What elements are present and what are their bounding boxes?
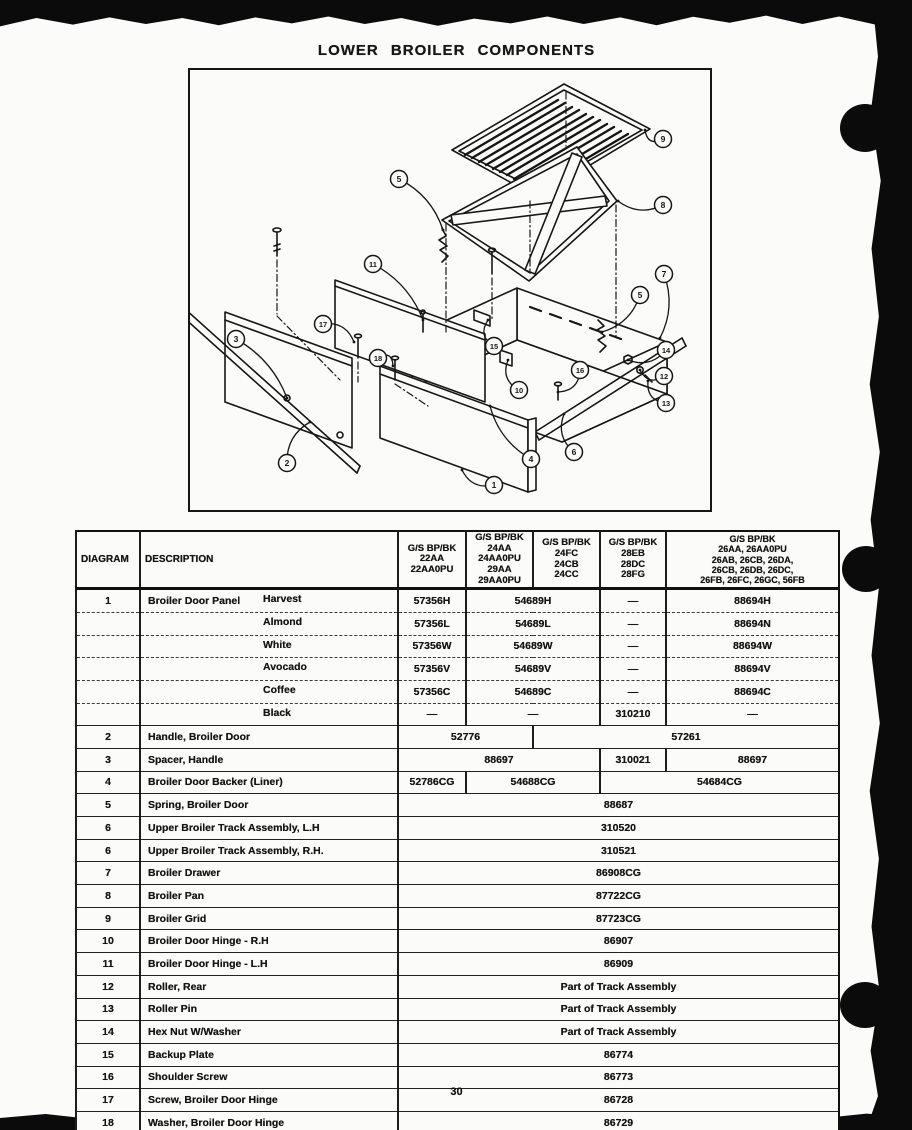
diagram-number-cell: 5 — [76, 794, 140, 817]
part-number-cell: Part of Track Assembly — [398, 1021, 839, 1044]
column-header: G/S BP/BK 22AA 22AA0PU — [398, 531, 466, 589]
svg-text:4: 4 — [528, 453, 534, 464]
table-row — [76, 1021, 839, 1044]
part-number-cell: 54689L — [466, 612, 600, 635]
description-cell: Spring, Broiler Door — [140, 794, 398, 817]
part-number-cell: 57356L — [398, 612, 466, 635]
description-cell: Broiler Door Hinge - R.H — [140, 930, 398, 953]
svg-text:15: 15 — [489, 341, 499, 351]
part-number-cell: 86907 — [398, 930, 839, 953]
part-number-cell: — — [600, 635, 666, 658]
table-row — [76, 907, 839, 930]
part-number-cell: 88694N — [666, 612, 839, 635]
page-title: LOWER BROILER COMPONENTS — [317, 42, 596, 59]
description-cell: Broiler Door Hinge - L.H — [140, 953, 398, 976]
description-cell: Screw, Broiler Door Hinge — [140, 1089, 398, 1112]
table-row — [76, 794, 839, 817]
binding-mark-2 — [842, 546, 890, 592]
column-header: G/S BP/BK 24AA 24AA0PU 29AA 29AA0PU — [466, 531, 533, 589]
column-header: G/S BP/BK 26AA, 26AA0PU 26AB, 26CB, 26DA, 26CB, 26DB, 26DC, 26FB, 26FC, 26GC, 56FB — [666, 531, 839, 589]
color-variant-label: White — [263, 638, 292, 651]
part-number-cell: 310021 — [600, 748, 666, 771]
diagram-number-cell: 1 — [76, 589, 140, 613]
column-header: G/S BP/BK 24FC 24CB 24CC — [533, 531, 600, 589]
diagram-number-cell: 8 — [76, 885, 140, 908]
table-row — [76, 953, 839, 976]
svg-text:9: 9 — [660, 133, 666, 144]
description-cell: Shoulder Screw — [140, 1066, 398, 1089]
table-row — [76, 975, 839, 998]
svg-text:16: 16 — [575, 365, 585, 375]
diagram-number-cell: 11 — [76, 953, 140, 976]
part-number-cell: 54689H — [466, 589, 600, 613]
diagram-number-cell: 9 — [76, 907, 140, 930]
diagram-number-cell: 16 — [76, 1066, 140, 1089]
part-number-cell: Part of Track Assembly — [398, 975, 839, 998]
part-number-cell: 57356C — [398, 680, 466, 703]
part-number-cell: 54689W — [466, 635, 600, 658]
table-row — [76, 839, 839, 862]
part-number-cell: 57356H — [398, 589, 466, 613]
screw-drawing-d — [489, 248, 496, 274]
callout-8 — [617, 197, 672, 214]
description-cell — [140, 612, 398, 635]
svg-text:12: 12 — [659, 371, 669, 381]
table-row — [76, 998, 839, 1021]
description-cell: Roller, Rear — [140, 975, 398, 998]
svg-text:1: 1 — [491, 479, 497, 490]
table-row — [76, 771, 839, 794]
table-row — [76, 748, 839, 771]
part-number-cell: 88697 — [398, 748, 600, 771]
description-cell: Broiler Door Backer (Liner) — [140, 771, 398, 794]
diagram-number-cell: 12 — [76, 975, 140, 998]
svg-text:5: 5 — [396, 173, 402, 184]
diagram-number-cell: 15 — [76, 1043, 140, 1066]
part-number-cell: 54689V — [466, 658, 600, 681]
exploded-diagram-svg — [190, 70, 710, 510]
color-variant-label: Harvest — [263, 593, 302, 606]
description-cell: Backup Plate — [140, 1043, 398, 1066]
part-number-cell: 310210 — [600, 703, 666, 726]
exploded-diagram — [188, 68, 712, 512]
description-cell: Washer, Broiler Door Hinge — [140, 1111, 398, 1130]
diagram-number-cell: 10 — [76, 930, 140, 953]
part-number-cell: 86773 — [398, 1066, 839, 1089]
svg-text:18: 18 — [373, 353, 383, 363]
diagram-number-cell — [76, 658, 140, 681]
diagram-number-cell — [76, 703, 140, 726]
diagram-number-cell: 7 — [76, 862, 140, 885]
description-cell: Upper Broiler Track Assembly, R.H. — [140, 839, 398, 862]
description-cell — [140, 680, 398, 703]
part-number-cell: 87722CG — [398, 885, 839, 908]
svg-text:11: 11 — [369, 259, 377, 269]
parts-table — [75, 530, 840, 1130]
part-number-cell: 54689C — [466, 680, 600, 703]
description-cell: Roller Pin — [140, 998, 398, 1021]
column-header: G/S BP/BK 28EB 28DC 28FG — [600, 531, 666, 589]
table-row — [76, 885, 839, 908]
part-number-cell: 57356W — [398, 635, 466, 658]
description-cell: Handle, Broiler Door — [140, 726, 398, 749]
callout-9 — [644, 129, 672, 148]
description-cell: Broiler Door Panel Harvest — [140, 589, 398, 613]
table-row — [76, 703, 839, 726]
part-number-cell: 52786CG — [398, 771, 466, 794]
diagram-number-cell: 17 — [76, 1089, 140, 1112]
part-number-cell: — — [600, 612, 666, 635]
description-cell — [140, 703, 398, 726]
part-number-cell: — — [600, 589, 666, 613]
table-row — [76, 862, 839, 885]
table-row — [76, 612, 839, 635]
description-cell: Broiler Drawer — [140, 862, 398, 885]
table-row — [76, 635, 839, 658]
svg-text:6: 6 — [571, 446, 577, 457]
part-number-cell: Part of Track Assembly — [398, 998, 839, 1021]
description-cell — [140, 658, 398, 681]
description-cell — [140, 635, 398, 658]
door-outer-panel-drawing — [225, 312, 352, 448]
callout-5 — [391, 171, 445, 232]
diagram-number-cell: 2 — [76, 726, 140, 749]
column-header: DESCRIPTION — [140, 531, 398, 589]
part-number-cell: 86774 — [398, 1043, 839, 1066]
table-row — [76, 817, 839, 840]
part-number-cell: 310520 — [398, 817, 839, 840]
color-variant-label: Almond — [263, 615, 303, 628]
callout-7 — [656, 266, 673, 340]
diagram-number-cell: 6 — [76, 817, 140, 840]
svg-text:2: 2 — [284, 457, 290, 468]
color-variant-label: Avocado — [263, 661, 307, 674]
svg-text:14: 14 — [661, 345, 671, 355]
diagram-number-cell — [76, 612, 140, 635]
diagram-number-cell: 3 — [76, 748, 140, 771]
table-row — [76, 1043, 839, 1066]
scan-edge-top — [0, 0, 912, 30]
svg-text:8: 8 — [660, 199, 666, 210]
svg-text:17: 17 — [318, 319, 328, 329]
part-number-cell: — — [600, 680, 666, 703]
part-number-cell: — — [666, 703, 839, 726]
part-number-cell: 88694H — [666, 589, 839, 613]
part-number-cell: 88694V — [666, 658, 839, 681]
part-number-cell: 54684CG — [600, 771, 839, 794]
part-number-cell: 86728 — [398, 1089, 839, 1112]
part-number-cell: 57261 — [533, 726, 839, 749]
spring-left-drawing — [439, 228, 448, 262]
part-number-cell: 52776 — [398, 726, 533, 749]
svg-text:5: 5 — [637, 289, 643, 300]
part-number-cell: — — [398, 703, 466, 726]
diagram-number-cell — [76, 635, 140, 658]
binding-mark-3 — [840, 982, 890, 1028]
diagram-number-cell: 14 — [76, 1021, 140, 1044]
diagram-number-cell: 6 — [76, 839, 140, 862]
table-row — [76, 589, 839, 613]
part-number-cell: 87723CG — [398, 907, 839, 930]
part-number-cell: 86909 — [398, 953, 839, 976]
description-cell: Broiler Pan — [140, 885, 398, 908]
table-row — [76, 930, 839, 953]
table-row — [76, 726, 839, 749]
part-number-cell: — — [600, 658, 666, 681]
description-cell: Upper Broiler Track Assembly, L.H — [140, 817, 398, 840]
column-header: DIAGRAM — [76, 531, 140, 589]
diagram-number-cell — [76, 680, 140, 703]
color-variant-label: Black — [263, 706, 292, 719]
screw-drawing-a — [273, 228, 281, 256]
part-number-cell: — — [466, 703, 600, 726]
part-number-cell: 88687 — [398, 794, 839, 817]
binding-mark-1 — [840, 104, 890, 152]
page-number: 30 — [450, 1086, 463, 1098]
part-number-cell: 86908CG — [398, 862, 839, 885]
color-variant-label: Coffee — [263, 683, 296, 696]
description-cell: Spacer, Handle — [140, 748, 398, 771]
part-number-cell: 88694W — [666, 635, 839, 658]
svg-text:3: 3 — [233, 333, 239, 344]
description-cell: Hex Nut W/Washer — [140, 1021, 398, 1044]
part-number-cell: 88694C — [666, 680, 839, 703]
table-row — [76, 680, 839, 703]
svg-text:13: 13 — [661, 398, 671, 408]
diagram-number-cell: 18 — [76, 1111, 140, 1130]
svg-text:7: 7 — [661, 268, 667, 279]
parts-table-header — [76, 531, 839, 589]
diagram-number-cell: 13 — [76, 998, 140, 1021]
part-number-cell: 57356V — [398, 658, 466, 681]
table-row — [76, 1111, 839, 1130]
svg-text:10: 10 — [514, 385, 524, 395]
part-number-cell: 88697 — [666, 748, 839, 771]
table-row — [76, 658, 839, 681]
diagram-number-cell: 4 — [76, 771, 140, 794]
description-cell: Broiler Grid — [140, 907, 398, 930]
part-number-cell: 54688CG — [466, 771, 600, 794]
part-number-cell: 86729 — [398, 1111, 839, 1130]
part-number-cell: 310521 — [398, 839, 839, 862]
